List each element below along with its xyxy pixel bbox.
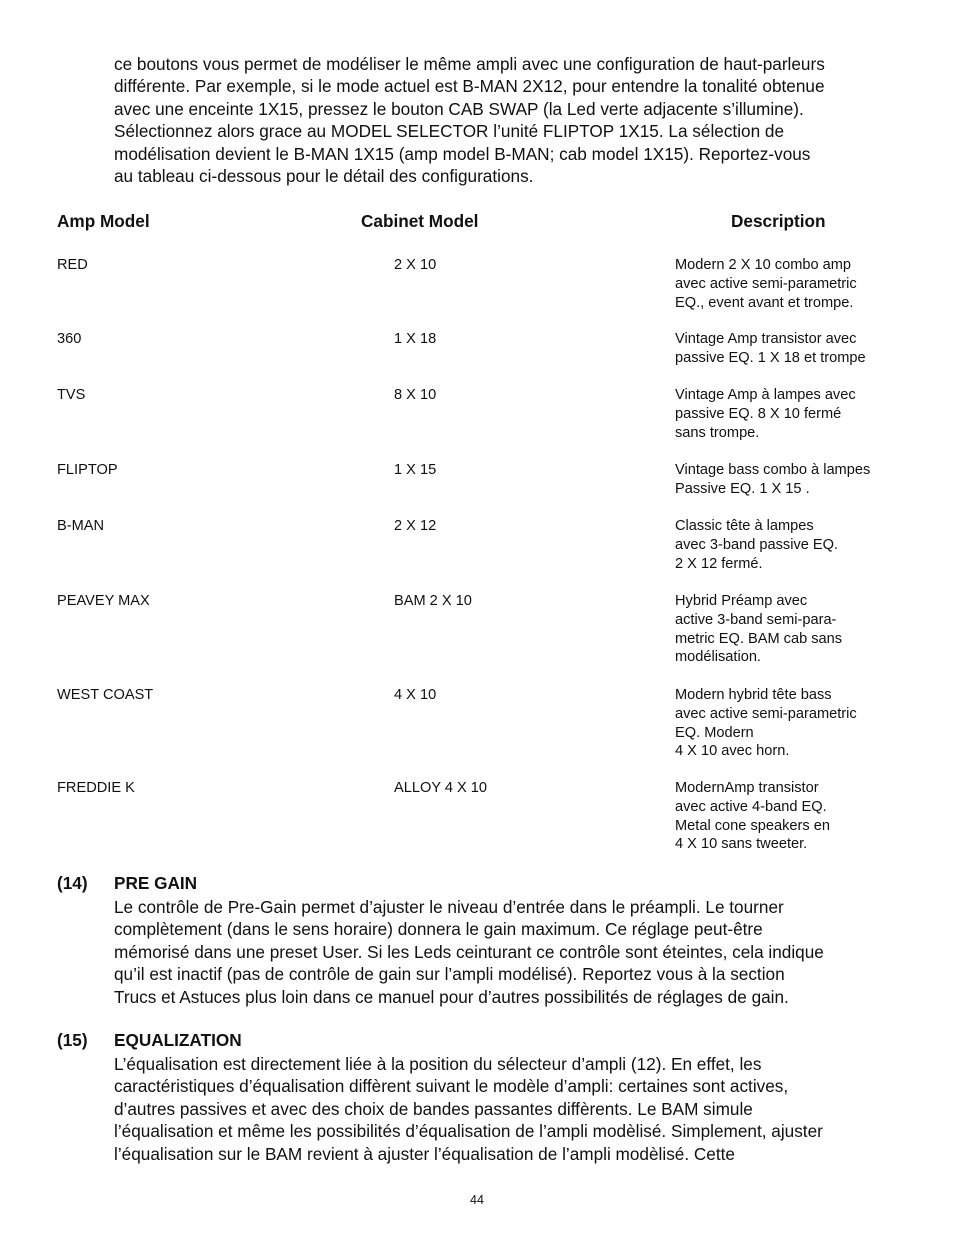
body-line: complètement (dans le sens horaire) donnera le gain maximum. Ce réglage peut-être [114,919,763,940]
description-line: Modern 2 X 10 combo amp [675,257,852,273]
amp-model-cell: FREDDIE K [57,780,135,796]
intro-line: Sélectionnez alors grace au MODEL SELECTOR l’unité FLIPTOP 1X15. La sélection de [114,121,785,142]
section-body-pre-gain [114,896,904,1008]
amp-model-cell: B-MAN [57,518,105,534]
description-line: 4 X 10 sans tweeter. [675,836,808,853]
cabinet-model-cell: 8 X 10 [394,387,437,403]
table-header-description: Description [731,211,826,231]
intro-line: ce boutons vous permet de modéliser le même ampli avec une configuration de haut-parleurs [114,54,825,74]
table-header-cabinet-model: Cabinet Model [361,211,479,231]
body-line: L’équalisation est directement liée à la position du sélecteur d’ampli (12). En effet, les [114,1054,762,1074]
description-line: Vintage Amp transistor avec [675,331,857,347]
description-line: passive EQ. 8 X 10 fermé [675,405,842,422]
intro-line: modélisation devient le B-MAN 1X15 (amp model B-MAN; cab model 1X15). Reportez-vous [114,143,811,164]
amp-model-cell: WEST COAST [57,687,154,703]
description-cell [675,592,842,667]
body-line: l’équalisation sur le BAM revient à ajuster l’équalisation de l’ampli modèlisé. Cette [114,1143,735,1164]
body-line: d’autres passives et avec des choix de bandes passantes diffèrents. Le BAM simule [114,1098,753,1119]
description-cell [675,779,830,854]
amp-model-cell: RED [57,257,88,273]
description-line: 4 X 10 avec horn. [675,743,790,760]
section-number: (15) [57,1030,88,1050]
description-line: Modern hybrid tête bass [675,687,832,703]
description-line: Classic tête à lampes [675,518,814,534]
intro-paragraph [114,53,904,187]
section-number: (14) [57,873,88,893]
description-line: Vintage Amp à lampes avec [675,387,856,403]
cabinet-model-cell: 1 X 15 [394,462,437,478]
cabinet-model-cell: 2 X 12 [394,518,437,534]
body-line: mémorisé dans une preset User. Si les Leds ceinturant ce contrôle sont éteintes, cela indique [114,941,824,962]
description-line: metric EQ. BAM cab sans [675,630,843,647]
page-number: 44 [470,1193,484,1207]
description-line: EQ. Modern [675,724,754,741]
section-body-equalization [114,1053,904,1165]
section-title-pre-gain: PRE GAIN [114,873,198,893]
description-line: avec 3-band passive EQ. [675,536,839,553]
description-line: modélisation. [675,649,761,666]
description-cell [675,686,857,761]
cabinet-model-cell: 2 X 10 [394,257,437,273]
cabinet-model-cell: BAM 2 X 10 [394,593,472,609]
description-line: Passive EQ. 1 X 15 . [675,480,810,497]
description-line: avec active 4-band EQ. [675,798,827,815]
body-line: Trucs et Astuces plus loin dans ce manuel pour d’autres possibilités de réglages de gain. [114,986,789,1007]
intro-line: au tableau ci-dessous pour le détail des configurations. [114,166,534,187]
description-cell [675,386,856,442]
intro-line: avec une enceinte 1X15, pressez le bouton CAB SWAP (la Led verte adjacente s’illumine). [114,98,804,119]
amp-model-cell: FLIPTOP [57,462,118,478]
body-line: Le contrôle de Pre-Gain permet d’ajuster le niveau d’entrée dans le préampli. Le tourner [114,897,784,917]
description-line: active 3-band semi-para- [675,611,837,628]
cabinet-model-cell: ALLOY 4 X 10 [394,780,488,796]
description-cell [675,256,857,312]
cabinet-model-cell: 1 X 18 [394,331,437,347]
amp-model-cell: PEAVEY MAX [57,593,150,609]
description-line: avec active semi-parametric [675,275,857,292]
section-title-equalization: EQUALIZATION [114,1030,242,1050]
description-line: Vintage bass combo à lampes [675,462,871,478]
description-cell [675,330,866,368]
description-line: EQ., event avant et trompe. [675,294,854,311]
description-cell [675,461,870,499]
description-line: passive EQ. 1 X 18 et trompe [675,349,866,366]
cabinet-model-cell: 4 X 10 [394,687,437,703]
amp-model-cell: 360 [57,331,82,347]
body-line: caractéristiques d’équalisation diffèrent suivant le modèle d’ampli: certaines sont actives, [114,1076,789,1097]
description-line: 2 X 12 fermé. [675,555,763,572]
amp-model-cell: TVS [57,387,86,403]
intro-line: différente. Par exemple, si le mode actuel est B-MAN 2X12, pour entendre la tonalité obtenue [114,76,825,97]
body-line: qu’il est inactif (pas de contrôle de gain sur l’ampli modélisé). Reportez vous à la section [114,964,785,985]
description-line: Hybrid Préamp avec [675,593,808,609]
body-line: l’équalisation et même les possibilités d’équalisation de l’ampli modèlisé. Simplement, ajuster [114,1121,823,1142]
description-line: sans trompe. [675,424,760,441]
description-line: avec active semi-parametric [675,705,857,722]
description-cell [675,517,838,573]
description-line: ModernAmp transistor [675,780,819,796]
description-line: Metal cone speakers en [675,817,830,834]
table-header-amp-model: Amp Model [57,211,150,231]
